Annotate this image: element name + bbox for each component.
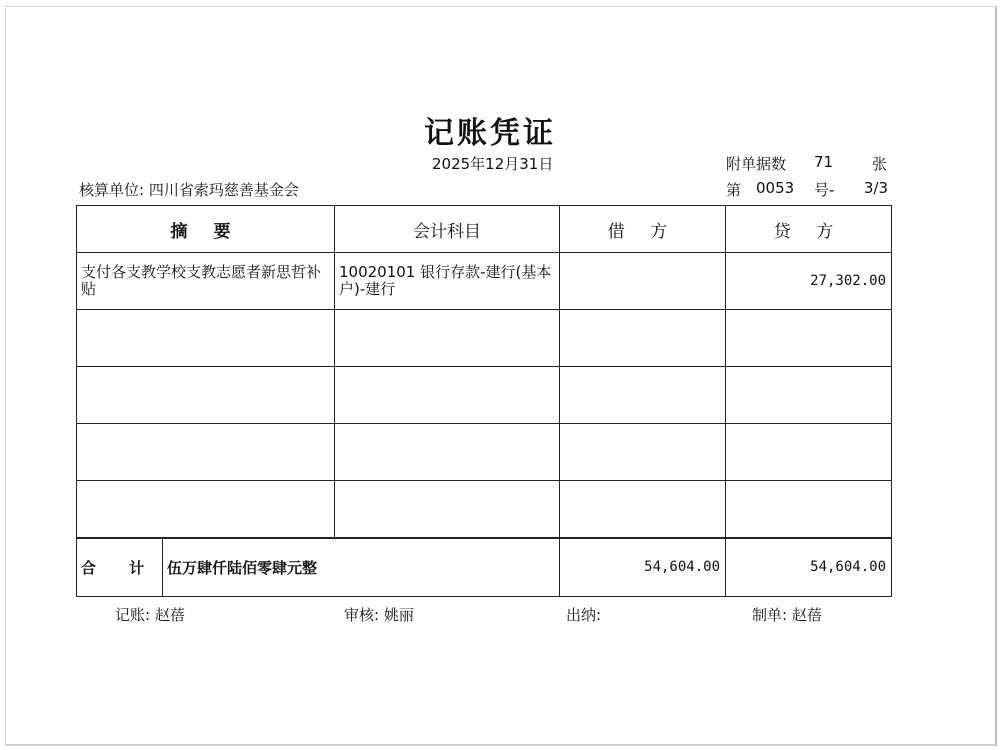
row-credit — [726, 481, 892, 538]
accounting-unit-name: 四川省索玛慈善基金会 — [148, 181, 299, 199]
row-account: 10020101 银行存款-建行(基本户)-建行 — [335, 253, 560, 310]
total-row — [77, 538, 892, 597]
row-summary — [77, 310, 335, 367]
signature-preparer: 制单: 赵蓓 — [752, 606, 822, 624]
total-debit: 54,604.00 — [560, 538, 726, 597]
row-account — [335, 367, 560, 424]
row-credit: 27,302.00 — [726, 253, 892, 310]
row-credit — [726, 424, 892, 481]
row-debit — [560, 424, 726, 481]
voucher-title: 记账凭证 — [424, 116, 556, 151]
attachment-count: 71 — [814, 153, 834, 171]
header-credit: 贷 方 — [726, 206, 892, 253]
total-label: 合 计 — [80, 558, 159, 577]
header-debit: 借 方 — [560, 206, 726, 253]
total-credit: 54,604.00 — [726, 538, 892, 597]
attachment-label: 附单据数 — [726, 155, 787, 173]
row-summary — [77, 367, 335, 424]
voucher-page: 3/3 — [863, 179, 888, 197]
row-credit — [726, 310, 892, 367]
header-account: 会计科目 — [335, 206, 560, 253]
voucher-table — [76, 205, 892, 597]
row-summary: 支付各支教学校支教志愿者新思哲补贴 — [77, 253, 335, 310]
row-account — [335, 424, 560, 481]
table-row — [77, 310, 892, 367]
row-summary — [77, 424, 335, 481]
signature-bookkeeper: 记账: 赵蓓 — [115, 606, 185, 624]
row-debit — [560, 367, 726, 424]
accounting-unit — [79, 179, 299, 200]
attachment-unit: 张 — [872, 155, 888, 173]
row-account — [335, 481, 560, 538]
signature-cashier: 出纳: — [566, 606, 602, 624]
voucher-number-suffix: 号- — [814, 181, 835, 199]
accounting-unit-label: 核算单位: — [79, 181, 145, 199]
row-account — [335, 310, 560, 367]
voucher-number-value: 0053 — [756, 179, 795, 197]
total-amount-words: 伍万肆仟陆佰零肆元整 — [162, 539, 559, 596]
row-debit — [560, 310, 726, 367]
row-debit — [560, 253, 726, 310]
row-summary — [77, 481, 335, 538]
total-cell — [77, 538, 560, 597]
row-debit — [560, 481, 726, 538]
table-row — [77, 367, 892, 424]
header-summary: 摘 要 — [77, 206, 335, 253]
voucher-number-prefix: 第 — [726, 181, 742, 199]
table-row — [77, 253, 892, 310]
voucher-date: 2025年12月31日 — [432, 155, 554, 173]
row-credit — [726, 367, 892, 424]
table-header-row — [77, 206, 892, 253]
table-row — [77, 424, 892, 481]
signature-reviewer: 审核: 姚丽 — [344, 606, 414, 624]
table-row — [77, 481, 892, 538]
